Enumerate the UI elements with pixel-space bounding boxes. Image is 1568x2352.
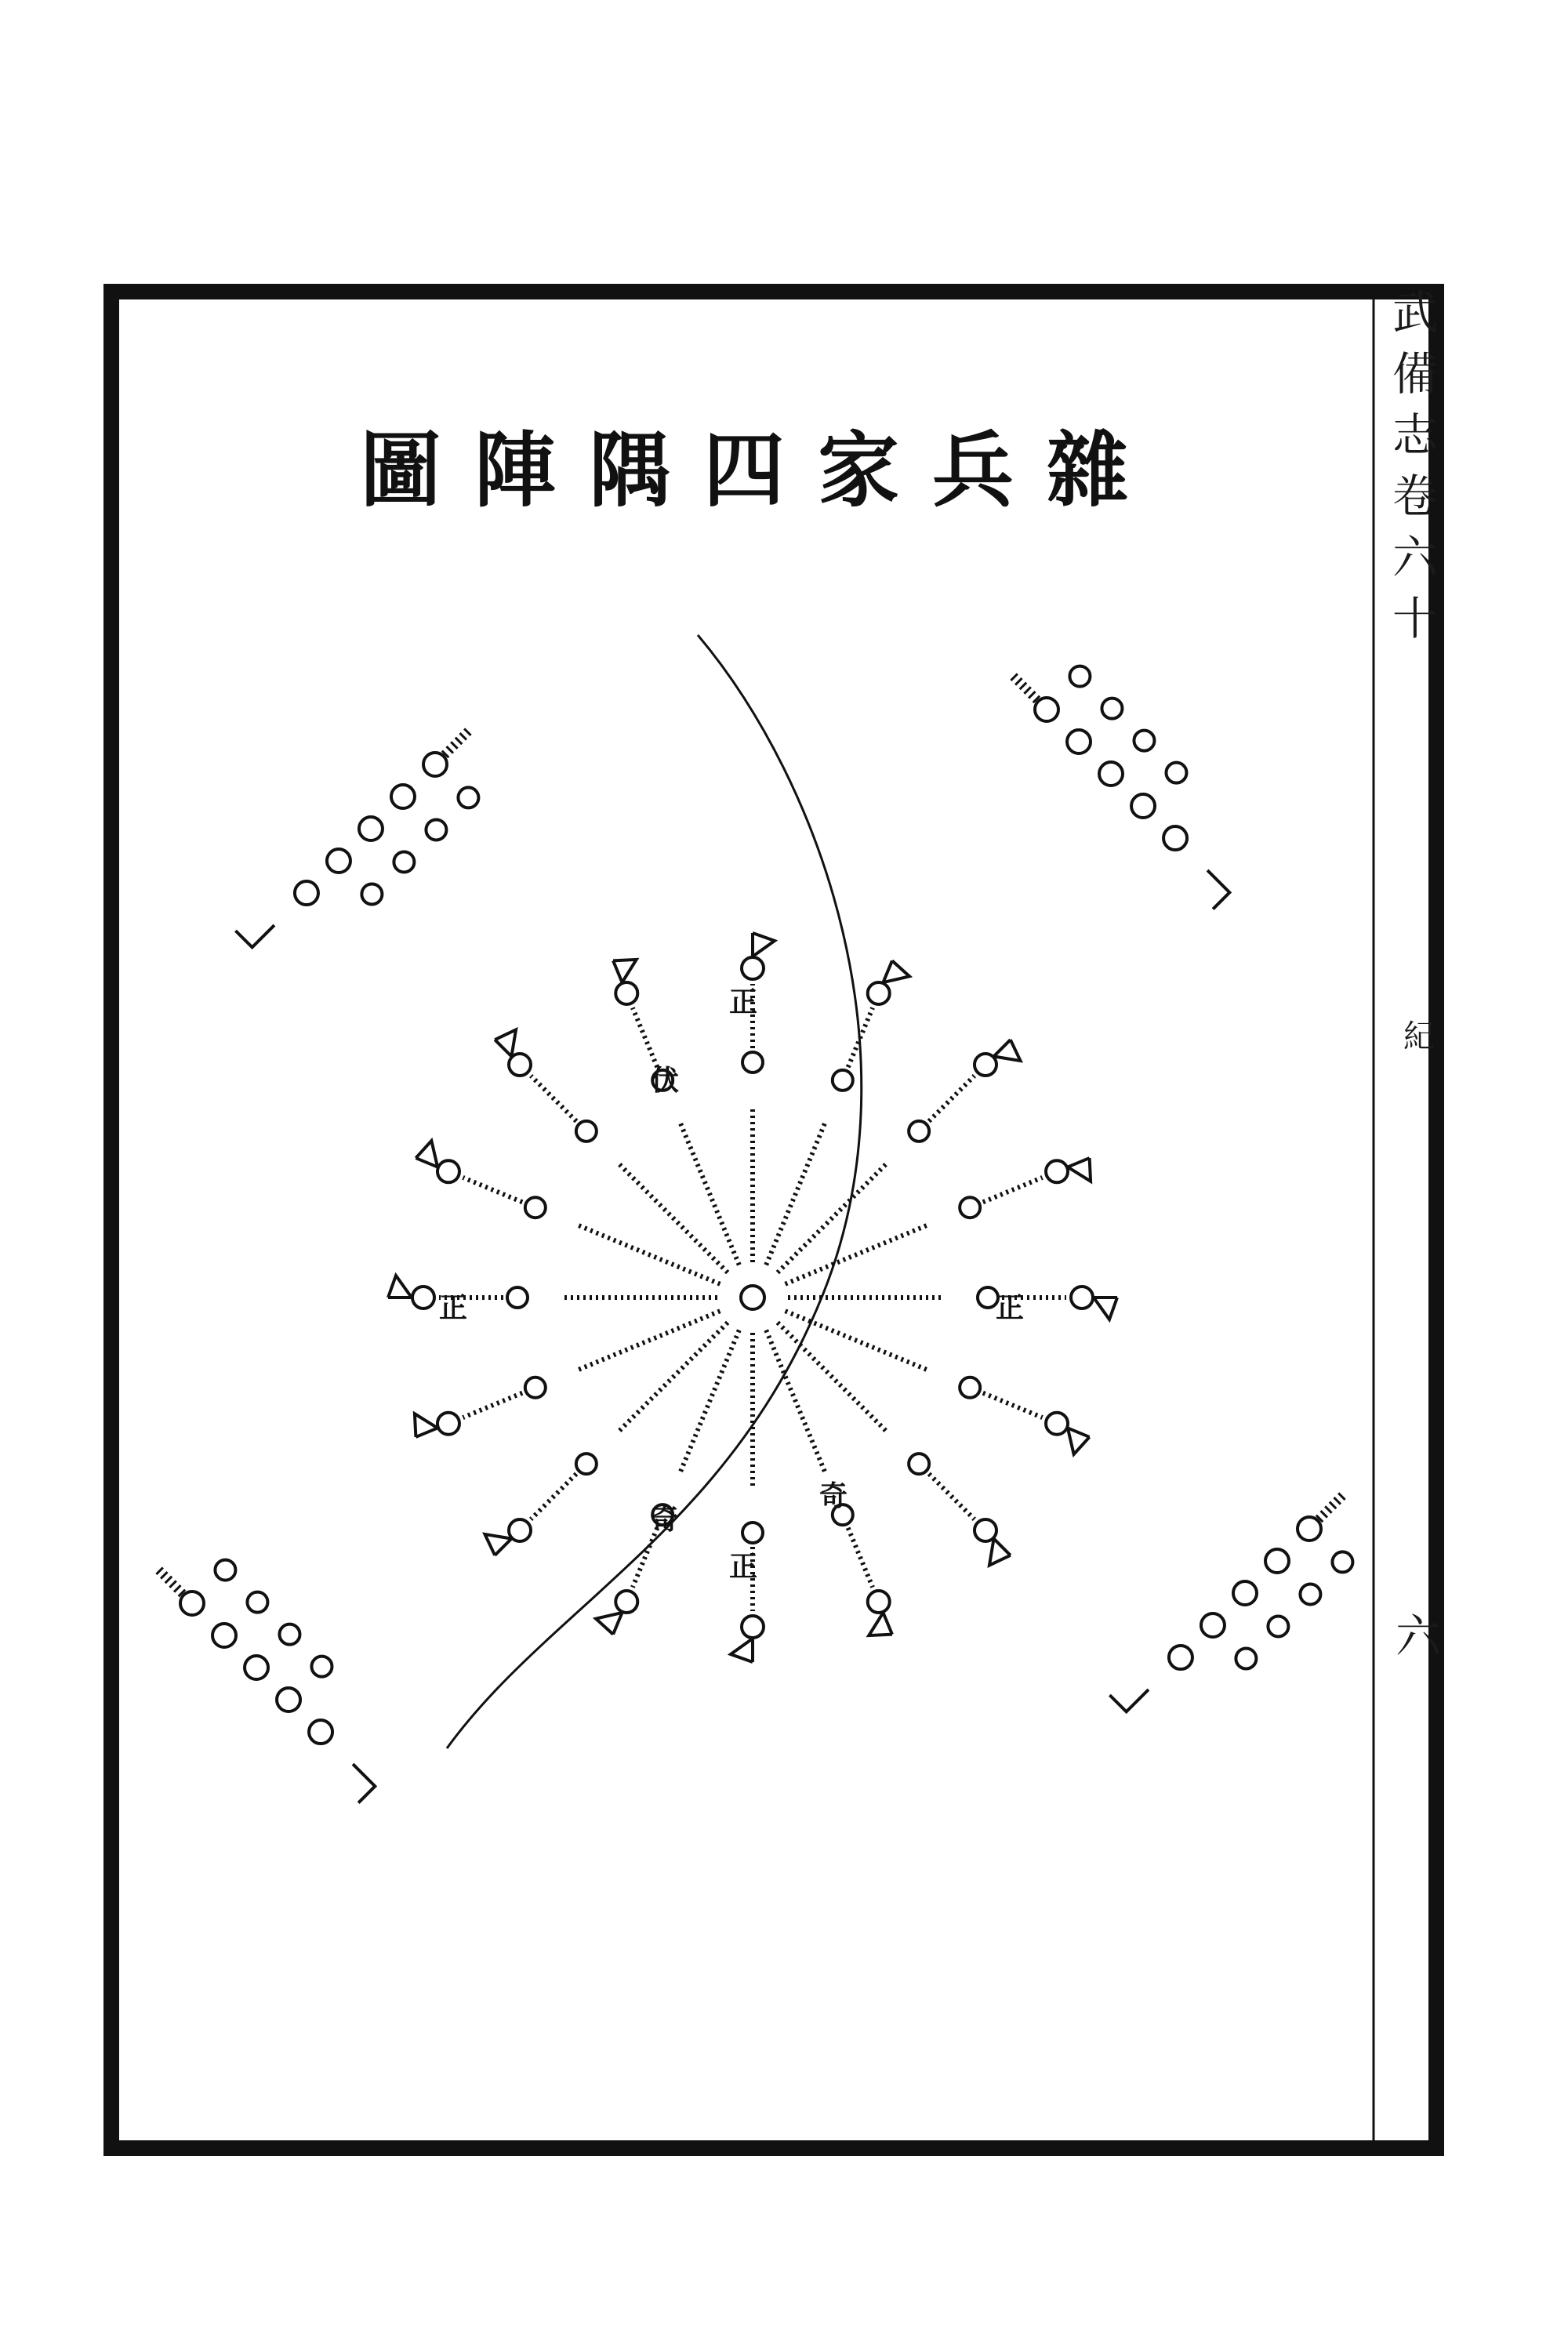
troop-circle (327, 849, 350, 873)
soldier-circle (909, 1454, 929, 1474)
troop-circle (1298, 1517, 1321, 1541)
curve-line (447, 635, 862, 1748)
spoke-dots (766, 1330, 825, 1472)
spoke-dots-outer (929, 1076, 975, 1121)
flag-circle (975, 1519, 996, 1541)
spoke-label: 奇 (651, 1503, 680, 1536)
soldier-circle (742, 1052, 763, 1073)
troop-circle (1332, 1552, 1352, 1572)
troop-circle (1069, 666, 1090, 687)
troop-circle (247, 1592, 267, 1613)
soldier-circle (742, 1523, 763, 1543)
troop-circle (180, 1592, 204, 1615)
troop-circle (1268, 1616, 1288, 1636)
corner-group-nw (235, 731, 478, 948)
spoke-label: 正 (439, 1291, 468, 1324)
soldier-circle (960, 1197, 980, 1218)
diagram-title: 雜兵家四隅陣圖 (359, 422, 1161, 518)
troop-circle (1233, 1581, 1257, 1605)
margin-mark-b: 六 (1396, 1610, 1442, 1663)
troop-circle (426, 819, 446, 840)
troop-circle (1166, 763, 1186, 783)
flag-circle (742, 957, 764, 979)
troop-circle (1134, 731, 1154, 751)
spoke-dots-outer (531, 1474, 576, 1519)
spoke-label: 伏 (651, 1064, 680, 1097)
flag-circle (615, 982, 637, 1004)
flag-circle (437, 1413, 459, 1435)
margin-column-text: 武備志卷六十 (1392, 286, 1438, 645)
troop-circle (1265, 1549, 1289, 1573)
troop-circle (423, 753, 447, 776)
hatch-marks (441, 731, 468, 759)
troop-circle (394, 851, 414, 872)
flag-circle (975, 1054, 996, 1076)
troop-circle (212, 1624, 236, 1647)
flag-pole (993, 1538, 1011, 1555)
soldier-circle (576, 1121, 597, 1142)
soldier-circle (525, 1197, 546, 1218)
page-frame (111, 292, 1436, 2148)
spoke-dots-outer (531, 1076, 576, 1121)
flag-circle (1071, 1287, 1093, 1308)
corner-group-se (1109, 1496, 1352, 1712)
spoke-dots (619, 1323, 728, 1431)
spoke-dots (786, 1225, 927, 1284)
troop-circle (1201, 1613, 1225, 1637)
soldier-circle (960, 1377, 980, 1398)
hatch-marks (159, 1570, 187, 1598)
flag-circle (412, 1287, 434, 1308)
flag-pole (1067, 1158, 1090, 1167)
troop-circle (391, 785, 415, 808)
spoke-dots-outer (983, 1393, 1043, 1417)
spoke-dots (778, 1164, 886, 1272)
spoke-label: 正 (729, 1550, 758, 1583)
center-circle (741, 1286, 764, 1309)
spoke-dots-outer (463, 1393, 522, 1417)
flag-icon (235, 925, 274, 947)
spoke-dots-outer (633, 1007, 657, 1067)
troop-circle (311, 1657, 332, 1677)
troop-circle (1236, 1648, 1256, 1668)
flag-circle (742, 1616, 764, 1638)
troop-circle (279, 1624, 299, 1645)
spoke-dots-outer (983, 1178, 1043, 1202)
spoke-dots (766, 1123, 825, 1265)
spoke-dots (778, 1323, 886, 1431)
troop-circle (1067, 730, 1091, 753)
spoke-dots (681, 1123, 739, 1265)
flag-pole (495, 1538, 512, 1555)
soldier-circle (833, 1070, 853, 1091)
flag-icon (731, 1639, 753, 1662)
flag-circle (437, 1160, 459, 1182)
spoke-dots (786, 1311, 927, 1370)
troop-circle (277, 1688, 300, 1711)
flag-icon (753, 933, 775, 956)
flag-pole (495, 1040, 512, 1057)
flag-icon (1109, 1690, 1148, 1711)
soldier-circle (507, 1287, 528, 1308)
flag-circle (868, 982, 890, 1004)
flag-circle (509, 1519, 531, 1541)
flag-pole (613, 960, 622, 983)
hatch-marks (1014, 677, 1041, 704)
troop-circle (1300, 1584, 1320, 1604)
flag-icon (1094, 1298, 1117, 1319)
soldier-circle (576, 1454, 597, 1474)
spoke-label: 正 (729, 985, 758, 1018)
spoke-dots-outer (929, 1474, 975, 1519)
spoke-dots-outer (848, 1528, 873, 1588)
spoke-dots (619, 1164, 728, 1272)
troop-circle (295, 881, 318, 905)
troop-circle (1163, 826, 1187, 850)
flag-circle (509, 1054, 531, 1076)
soldier-circle (909, 1121, 929, 1142)
troop-circle (215, 1560, 235, 1581)
flag-icon (1207, 870, 1229, 909)
spoke-label: 奇 (819, 1479, 848, 1512)
troop-circle (361, 884, 382, 904)
flag-icon (353, 1764, 375, 1802)
troop-circle (458, 787, 478, 808)
flag-circle (1046, 1160, 1068, 1182)
troop-circle (1035, 698, 1058, 721)
spoke-dots-outer (463, 1178, 522, 1202)
spoke-label: 正 (996, 1291, 1025, 1324)
troop-circle (1131, 794, 1155, 818)
spoke-dots (579, 1311, 720, 1370)
troop-circle (1099, 762, 1123, 786)
flag-circle (868, 1591, 890, 1613)
troop-circle (309, 1720, 332, 1744)
troop-circle (359, 817, 383, 840)
margin-mark-a: 紀 (1403, 1018, 1435, 1054)
hatch-marks (1315, 1496, 1342, 1523)
flag-circle (1046, 1413, 1068, 1435)
spoke-dots (681, 1330, 739, 1472)
flag-icon (388, 1276, 412, 1298)
corner-group-ne (1014, 666, 1230, 909)
flag-pole (993, 1040, 1011, 1057)
troop-circle (1169, 1646, 1192, 1669)
spoke-dots (579, 1225, 720, 1284)
soldier-circle (525, 1377, 546, 1398)
troop-circle (1102, 699, 1122, 719)
flag-pole (416, 1428, 438, 1437)
troop-circle (245, 1656, 268, 1679)
corner-group-sw (159, 1560, 376, 1803)
flag-pole (883, 1612, 892, 1635)
flag-circle (615, 1591, 637, 1613)
